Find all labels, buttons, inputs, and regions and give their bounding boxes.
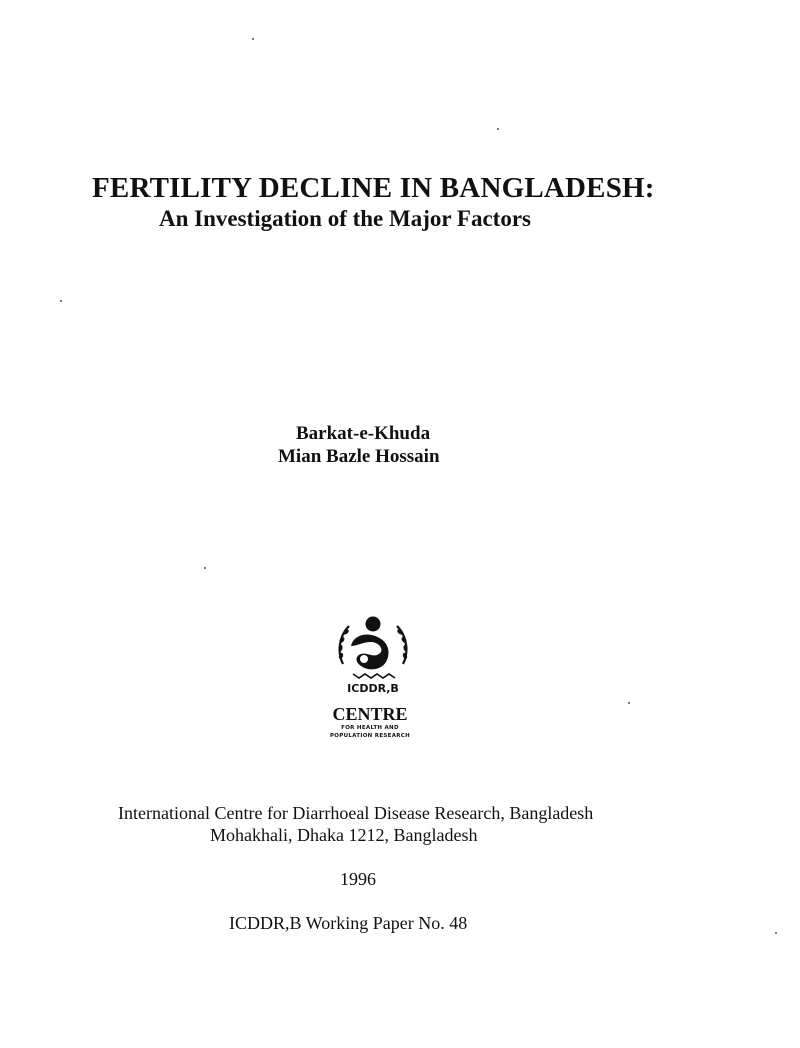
svg-text:ICDDR,B: ICDDR,B xyxy=(347,682,399,695)
scan-speck xyxy=(628,702,630,704)
institution-address: Mohakhali, Dhaka 1212, Bangladesh xyxy=(210,825,478,845)
scan-speck xyxy=(775,932,777,934)
centre-label: CENTRE xyxy=(332,704,408,724)
institution-name: International Centre for Diarrhoeal Disease Research, Bangladesh xyxy=(118,803,594,823)
author-1: Barkat-e-Khuda xyxy=(296,423,431,444)
document-title: FERTILITY DECLINE IN BANGLADESH: xyxy=(92,172,655,204)
author-2: Mian Bazle Hossain xyxy=(278,446,440,467)
icddrb-emblem-icon xyxy=(333,612,413,698)
centre-sub-label-1: FOR HEALTH AND xyxy=(341,725,399,731)
centre-sub-label-2: POPULATION RESEARCH xyxy=(329,733,411,739)
publication-year: 1996 xyxy=(340,869,376,889)
working-paper-number: ICDDR,B Working Paper No. 48 xyxy=(229,913,468,933)
scan-speck xyxy=(497,128,499,130)
document-subtitle: An Investigation of the Major Factors xyxy=(159,206,531,231)
scan-speck xyxy=(204,567,206,569)
scan-speck xyxy=(252,38,254,40)
scan-speck xyxy=(60,300,62,302)
